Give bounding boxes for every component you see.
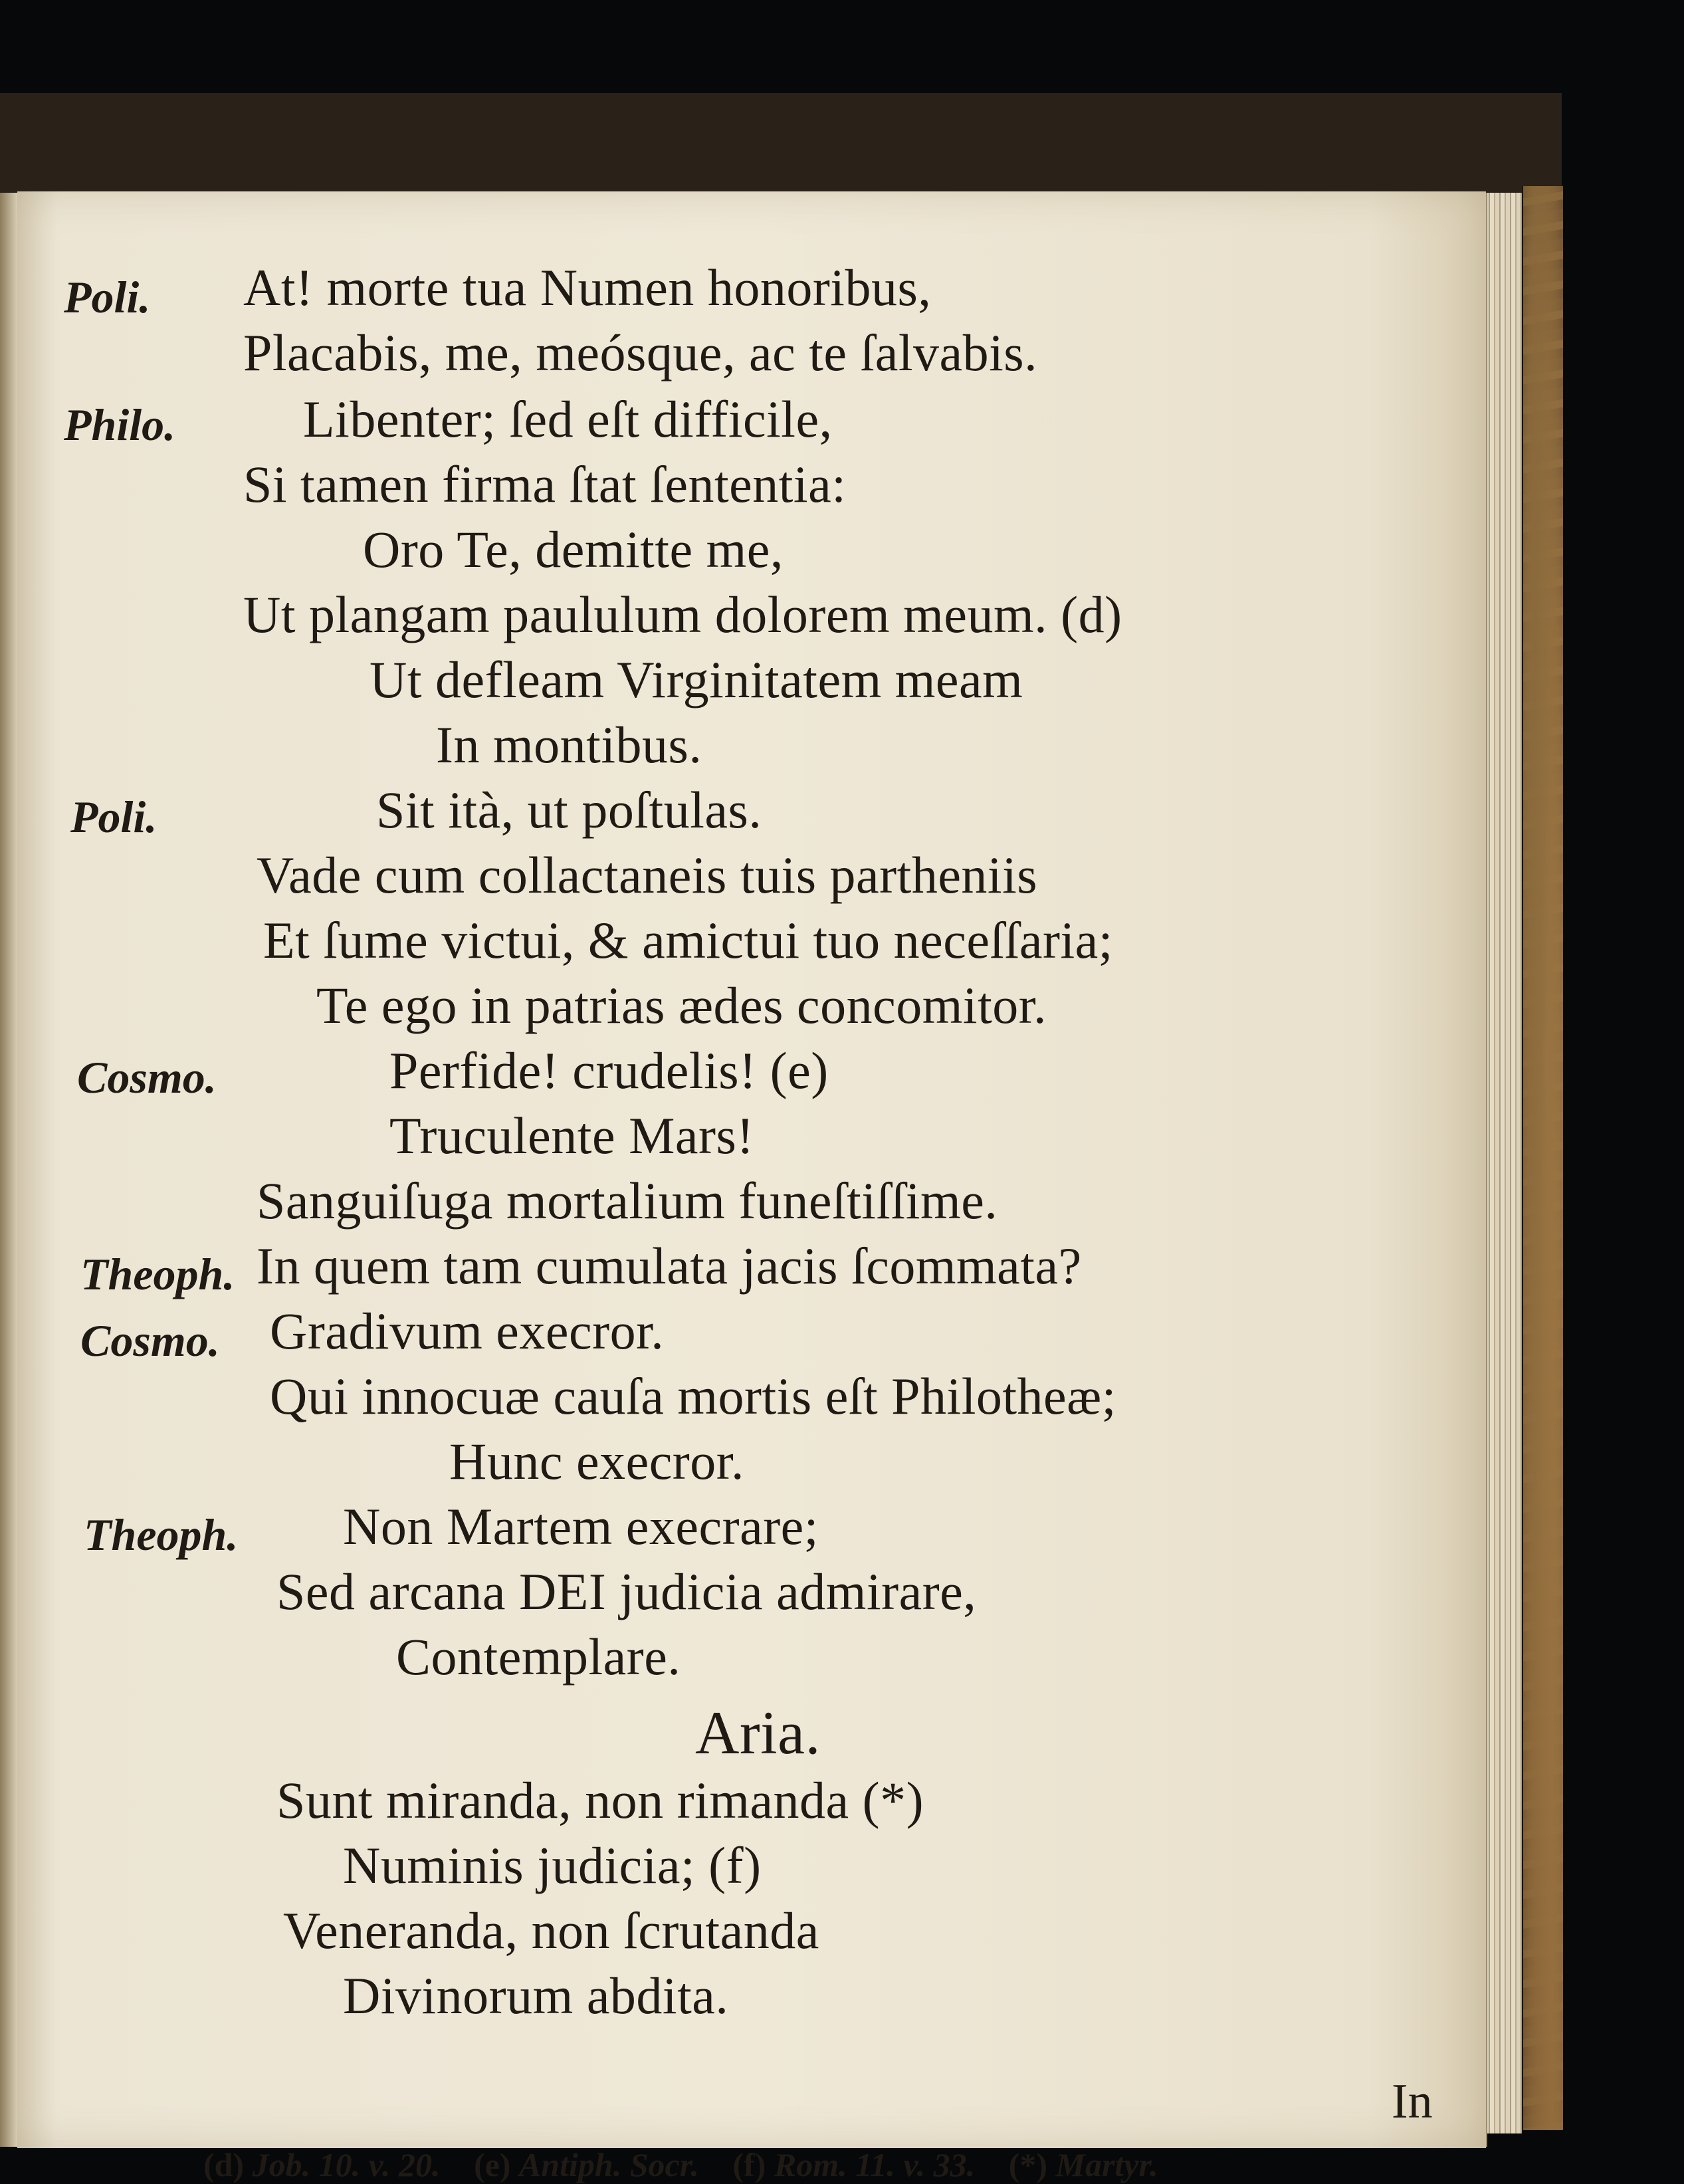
footnote-ref: Rom. 11. v. 33.: [774, 2146, 976, 2183]
footnote-mark: (f): [732, 2146, 766, 2183]
footnote: [1009, 2146, 1158, 2183]
verse-line: Ut defleam Virginitatem meam: [369, 651, 1023, 709]
footnote-ref: Martyr.: [1055, 2146, 1158, 2183]
verse-line: Sit ità, ut poſtulas.: [376, 781, 762, 839]
verse-line: Hunc execror.: [449, 1432, 744, 1490]
book: [0, 93, 1562, 2183]
verse-line: Sanguiſuga mortalium funeſtiſſime.: [257, 1172, 998, 1230]
aria-line: Sunt miranda, non rimanda (*): [276, 1771, 924, 1829]
verse-line: Contemplare.: [396, 1628, 681, 1686]
speaker-label: Poli.: [70, 792, 158, 842]
aria-line: Numinis judicia; (f): [343, 1836, 762, 1894]
verse-line: In quem tam cumulata jacis ſcommata?: [257, 1237, 1082, 1295]
verse-line: Gradivum execror.: [270, 1302, 665, 1360]
footnote: [203, 2146, 440, 2183]
verse-line: Te ego in patrias ædes concomitor.: [316, 976, 1047, 1034]
speaker-label: Theoph.: [80, 1249, 235, 1299]
previous-page-edge: [0, 193, 17, 2147]
book-page: [17, 191, 1486, 2183]
speaker-label: Cosmo.: [80, 1315, 220, 1366]
verse-line: In montibus.: [436, 716, 702, 774]
verse-line: Perfide! crudelis! (e): [389, 1041, 829, 1099]
footnote: [474, 2146, 699, 2183]
verse-line: Oro Te, demitte me,: [363, 520, 784, 578]
verse-line: Sed arcana DEI judicia admirare,: [276, 1563, 977, 1620]
verse-line: At! morte tua Numen honoribus,: [243, 259, 932, 316]
page-gutter-line: [1486, 193, 1487, 2147]
verse-line: Non Martem execrare;: [343, 1497, 819, 1555]
footnote-ref: Antiph. Socr.: [518, 2146, 699, 2183]
aria-line: Veneranda, non ſcrutanda: [283, 1902, 819, 1959]
verse-line: Et ſume victui, & amictui tuo neceſſaria;: [263, 911, 1113, 969]
footnote: [732, 2146, 975, 2183]
footnote-mark: (e): [473, 2146, 511, 2183]
verse-line: Placabis, me, meósque, ac te ſalvabis.: [243, 324, 1038, 382]
verse-line: Truculente Mars!: [389, 1107, 754, 1164]
aria-heading: Aria.: [695, 1699, 821, 1767]
marbled-cover-board: [1522, 186, 1563, 2130]
verse-line: Qui innocuæ cauſa mortis eſt Philotheæ;: [270, 1367, 1116, 1425]
verse-line: Libenter; ſed eſt difficile,: [303, 390, 833, 448]
footnote-ref: Job. 10. v. 20.: [252, 2146, 441, 2183]
speaker-label: Poli.: [64, 272, 151, 322]
catchword: In: [1392, 2074, 1433, 2129]
footnote-mark: (*): [1008, 2146, 1047, 2183]
verse-line: Ut plangam paululum dolorem meum. (d): [243, 586, 1122, 643]
show-through-text: [1027, 311, 1400, 2039]
speaker-label: Cosmo.: [77, 1052, 217, 1103]
verse-line: Si tamen firma ſtat ſententia:: [243, 455, 847, 513]
verse-line: Vade cum collactaneis tuis partheniis: [257, 846, 1038, 904]
footnote-mark: (d): [203, 2146, 245, 2183]
speaker-label: Theoph.: [84, 1509, 239, 1560]
speaker-label: Philo.: [64, 399, 176, 450]
aria-line: Divinorum abdita.: [343, 1967, 729, 2024]
